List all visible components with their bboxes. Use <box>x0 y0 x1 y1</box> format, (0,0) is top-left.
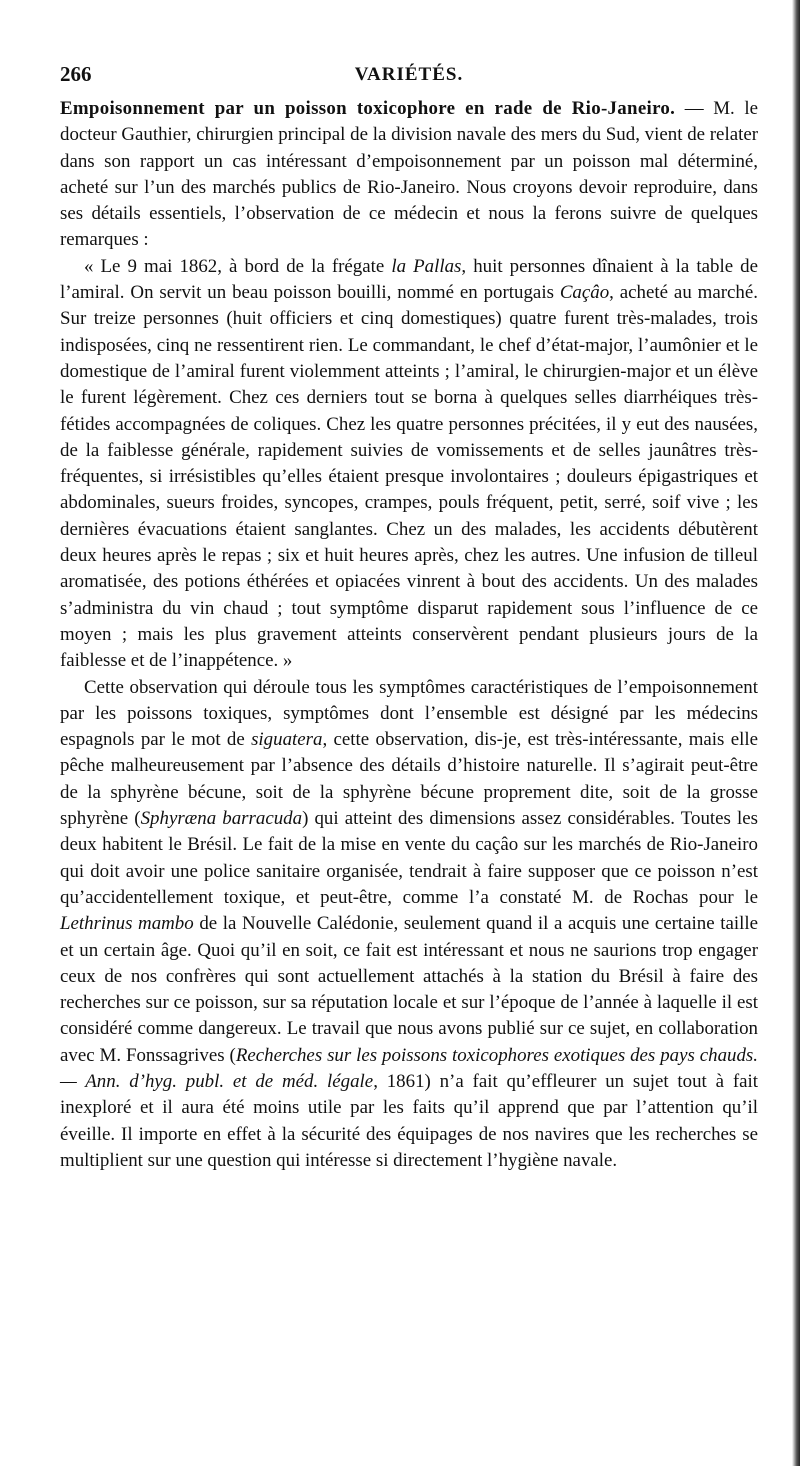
fish-name: Caçâo <box>559 282 610 304</box>
species-name: Sphyræna barracuda <box>140 808 303 830</box>
page-number: 266 <box>60 62 92 86</box>
commentary-text-a: Cette observation qui déroule tous les symptômes caractéristiques de l’empoisonnement par les poissons toxiques, symptômes dont l’ensemble est désigné par les médecins espagnols par le mot de <box>60 676 758 751</box>
intro-text: — M. le docteur Gauthier, chirurgien principal de la division navale des mers du Sud, vient de relater dans son rapport un cas intéressant d’empoisonnement par un poisson mal déterminé, acheté sur l’un des marchés publics de Rio-Janeiro. Nous croyons devoir reproduire, dans ses détails essentiels, l’observation de ce médecin et nous la ferons suivre de quelques remarques : <box>60 98 758 251</box>
commentary-text-e: , 1861) n’a fait qu’effleurer un sujet tout à fait inexploré et il aura été moins utile par les faits qu’il apprend que par l’attention qu’il éveille. Il importe en effet à la sécurité des équipages de nos navires que les recherches se multiplient sur une question qui intéresse si directement l’hygiène navale. <box>60 1070 758 1171</box>
observation-text-c: , acheté au marché. Sur treize personnes (huit officiers et cinq domestiques) quatre furent très-malades, trois indisposées, cinq ne ressentirent rien. Le commandant, le chef d’état-major, l’aumônier et le domestique de l’amiral furent violemment atteints ; l’amiral, le chirurgien-major et un élève le furent légèrement. Chez ces derniers tout se borna à quelques selles diarrhéiques très-fétides accompagnées de coliques. Chez les quatre personnes précitées, il y eut des nausées, de la faiblesse générale, rapidement suivies de vomissements et de selles jaunâtres très-fréquentes, si irrésistibles qu’elles étaient presque involontaires ; douleurs épigastriques et abdominales, sueurs froides, syncopes, crampes, pouls fréquent, petit, serré, soif vive ; les dernières évacuations étaient sanglantes. Chez un des malades, les accidents débutèrent deux heures après le repas ; six et huit heures après, chez les autres. Une infusion de tilleul aromatisée, des potions éthérées et opiacées vinrent à bout des accidents. Un des malades s’administra du vin chaud ; tout symptôme disparut rapidement sous l’influence de ce moyen ; mais les plus gravement atteints conservèrent pendant plusieurs jours de la faiblesse et de l’inappétence. » <box>60 282 758 672</box>
paragraph-commentary <box>60 675 758 1175</box>
ship-name: la Pallas <box>391 255 462 277</box>
observation-text-a: « Le 9 mai 1862, à bord de la frégate <box>84 255 392 277</box>
reference-citation: Recherches sur les poissons toxicophores exotiques des pays chauds. — Ann. d’hyg. publ. et de méd. légale <box>60 1044 758 1092</box>
running-title: VARIÉTÉS. <box>354 64 464 85</box>
running-head <box>60 62 758 96</box>
article-title: Empoisonnement par un poisson toxicophore en rade de Rio-Janeiro. <box>60 98 676 119</box>
term-siguatera: siguatera <box>251 729 323 751</box>
paragraph-intro <box>60 96 758 254</box>
species-lethrinus: Lethrinus mambo <box>60 913 194 935</box>
paragraph-observation <box>60 254 758 675</box>
article-body <box>60 96 758 1174</box>
commentary-text-c: ) qui atteint des dimensions assez considérables. Toutes les deux habitent le Brésil. Le fait de la mise en vente du caçâo sur les marchés de Rio-Janeiro qui doit avoir une police sanitaire organisée, tendrait à faire supposer que ce poisson n’est qu’accidentellement toxique, et peut-être, comme l’a constaté M. de Rochas pour le <box>60 808 758 908</box>
page-edge-shadow <box>792 0 800 1466</box>
observation-text-b: , huit personnes dînaient à la table de l’amiral. On servit un beau poisson bouilli, nommé en portugais <box>60 255 758 304</box>
commentary-text-d: de la Nouvelle Calédonie, seulement quand il a acquis une certaine taille et un certain âge. Quoi qu’il en soit, ce fait est intéressant et nous ne saurions trop engager ceux de nos confrères qui sont actuellement attachés à la station du Brésil à faire des recherches sur ce poisson, sur sa réputation locale et sur l’époque de l’année à laquelle il est considéré comme dangereux. Le travail que nous avons publié sur ce sujet, en collaboration avec M. Fonssagrives ( <box>60 913 758 1066</box>
commentary-text-b: , cette observation, dis-je, est très-intéressante, mais elle pêche malheureusement par l’absence des détails d’histoire naturelle. Il s’agirait peut-être de la sphyrène bécune, soit de la sphyrène bécune proprement dite, soit de la grosse sphyrène ( <box>60 729 758 830</box>
page <box>60 62 758 1174</box>
